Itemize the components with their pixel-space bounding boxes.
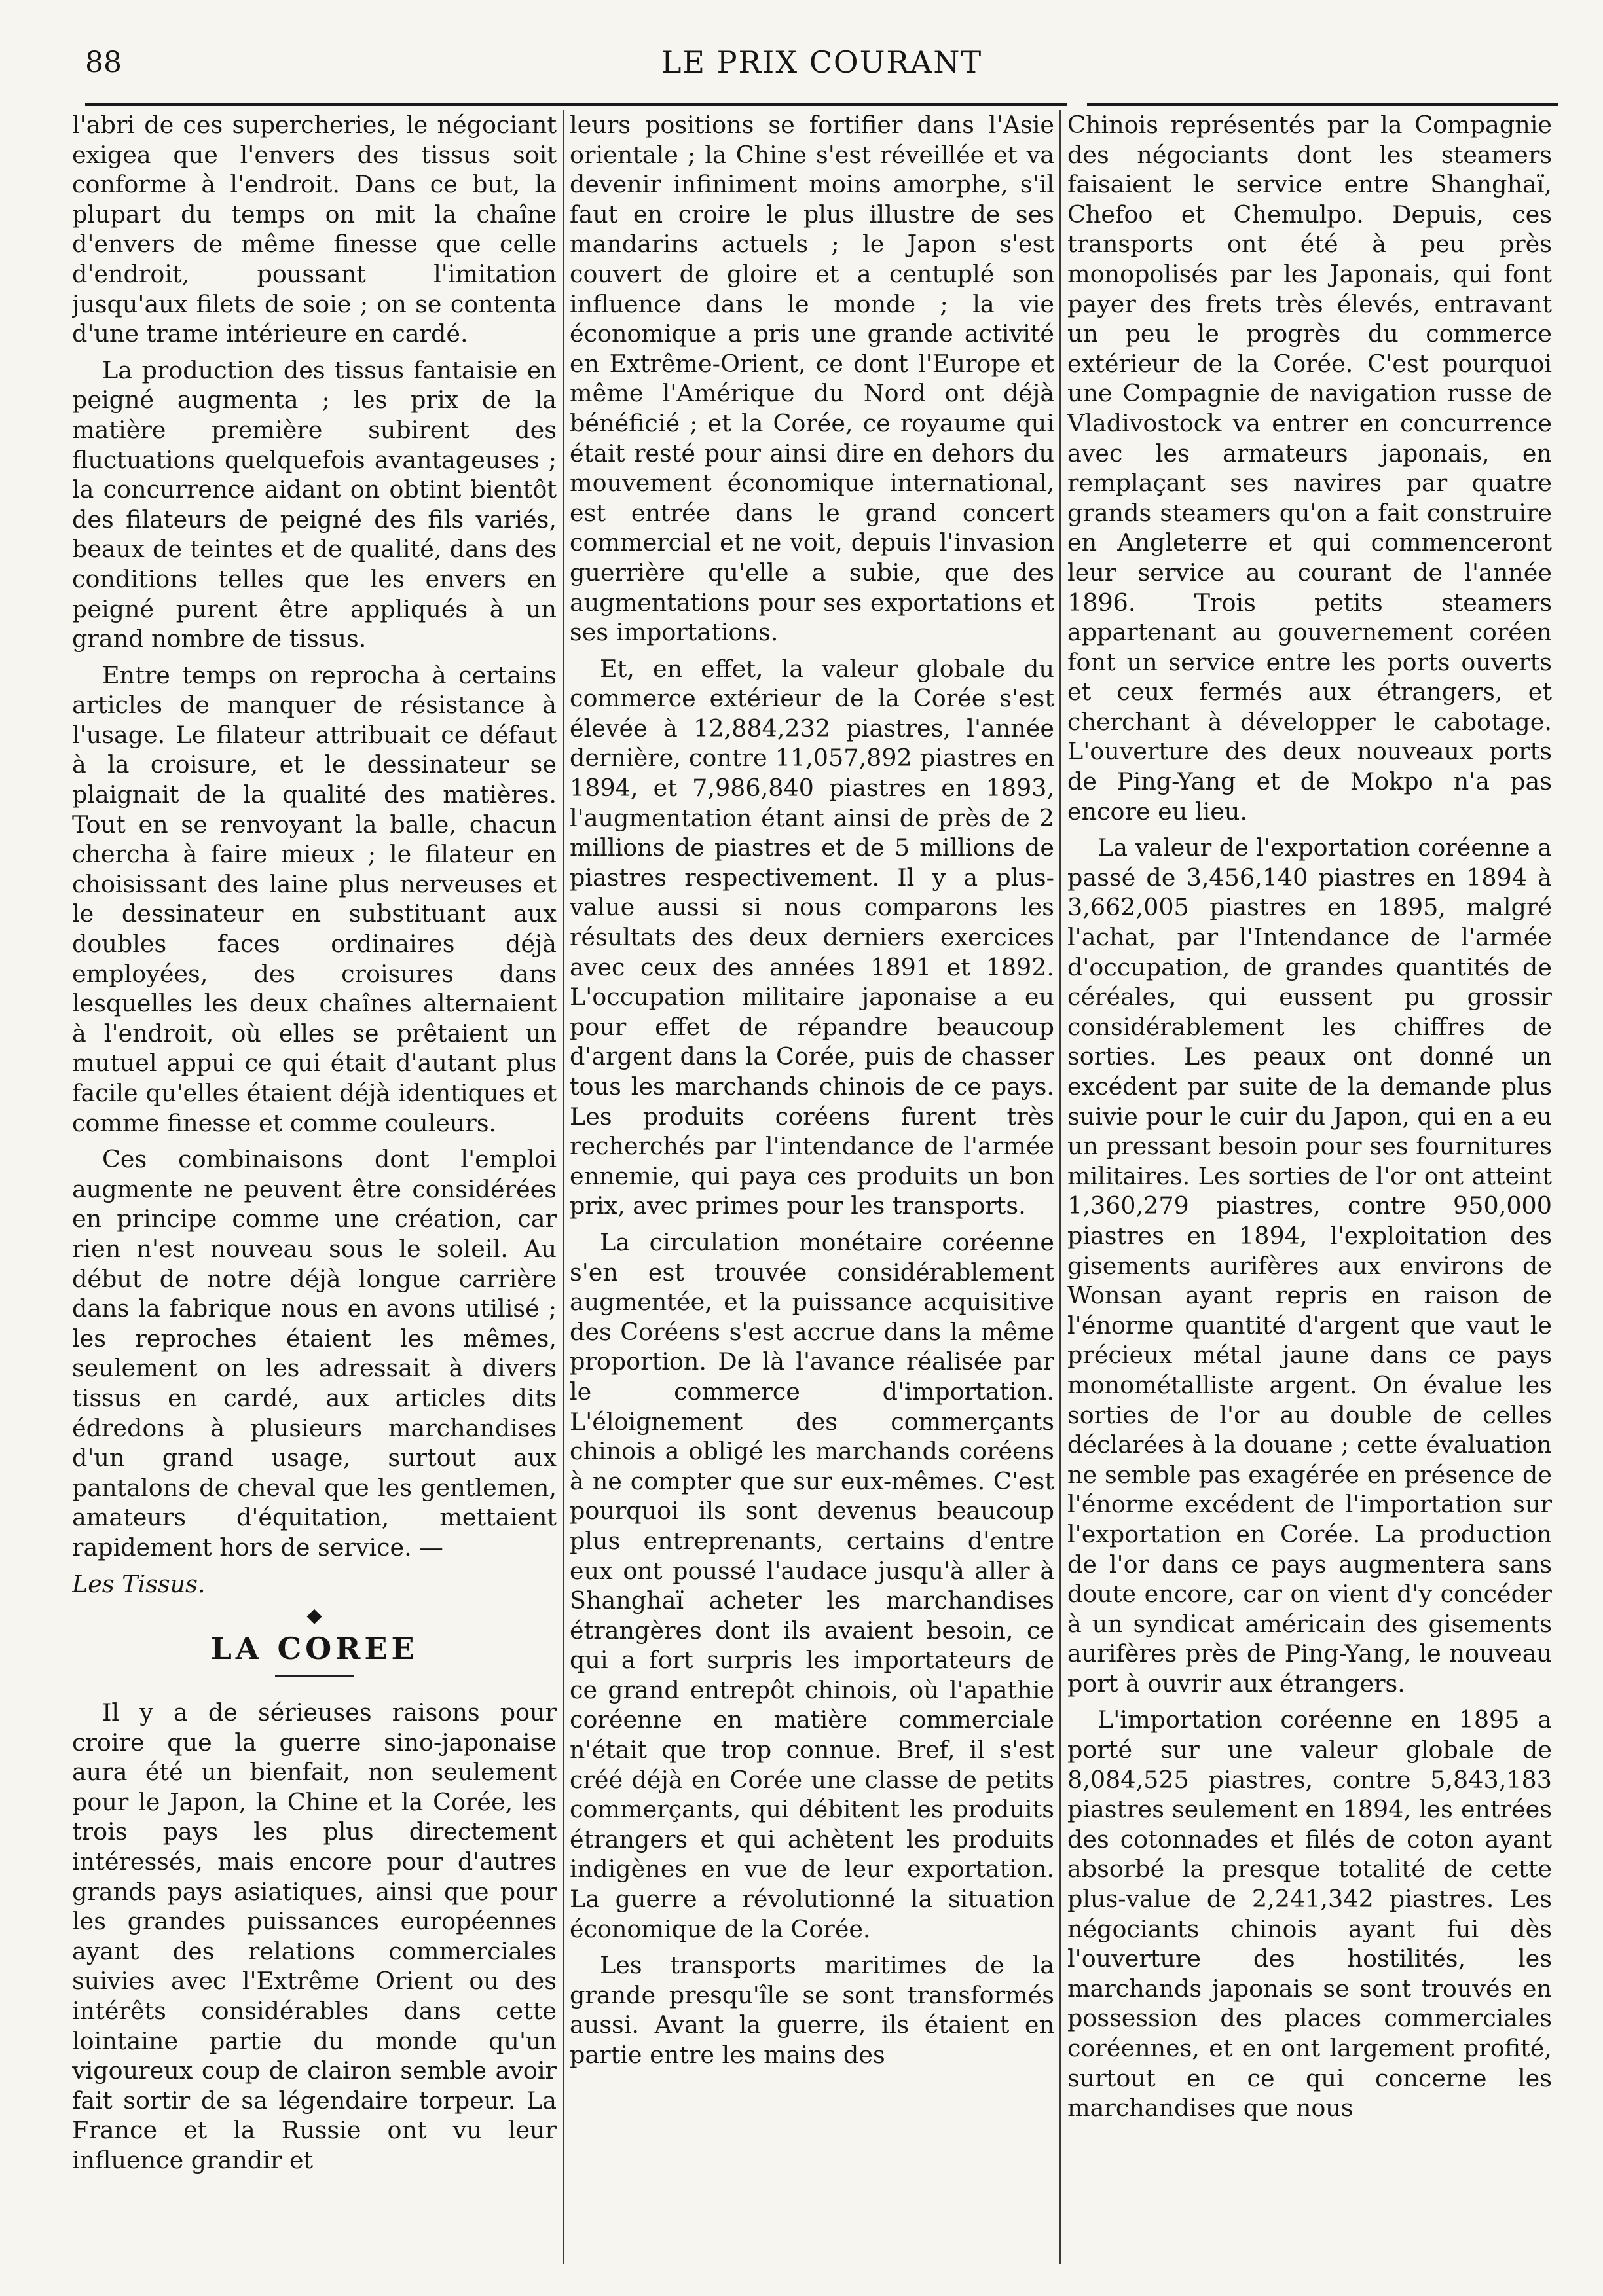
column-3 bbox=[1067, 110, 1552, 2270]
article-source: Les Tissus. bbox=[72, 1569, 206, 1598]
ornament-icon: ◆ bbox=[306, 1604, 322, 1628]
paragraph: La circulation monétaire coréenne s'en est trouvée considérablement augmentée, et la puissance acquisitive des Coréens s'est accrue dans la même proportion. De là l'avance réalisée par le commerce d'importation. L'éloignement des commerçants chinois a obligé les marchands coréens à ne compter que sur eux-mêmes. C'est pourquoi ils sont devenus beaucoup plus entreprenants, certains d'entre eux ont poussé l'audace jusqu'à aller à Shanghaï acheter les marchandises étrangères dont ils avaient besoin, ce qui a fort surpris les importateurs de ce grand entrepôt chinois, où l'apathie coréenne en matière commerciale n'était que trop connue. Bref, il s'est créé déjà en Corée une classe de petits commerçants, qui débitent les produits étrangers et qui achètent les produits indigènes en vue de leur exportation. La guerre a révolutionné la situation économique de la Corée. bbox=[570, 1228, 1054, 1943]
paragraph: Les transports maritimes de la grande presqu'île se sont transformés aussi. Avant la guerre, ils étaient en partie entre les mains des bbox=[570, 1951, 1054, 2069]
paragraph: L'importation coréenne en 1895 a porté sur une valeur globale de 8,084,525 piastres, contre 5,843,183 piastres seulement en 1894, les entrées des cotonnades et filés de coton ayant absorbé la presque totalité de cette plus-value de 2,241,342 piastres. Les négociants chinois ayant fui dès l'ouverture des hostilités, les marchands japonais se sont trouvés en possession des places commerciales coréennes, et en ont largement profité, surtout en ce qui concerne les marchandises que nous bbox=[1067, 1705, 1552, 2123]
header-rule-right bbox=[1087, 103, 1558, 106]
header-rule-left bbox=[85, 103, 1067, 106]
column-2 bbox=[570, 110, 1054, 2270]
title-rule bbox=[275, 1675, 354, 1677]
paragraph: La production des tissus fantaisie en peigné augmenta ; les prix de la matière première subirent des fluctuations quelquefois avantageuses ; la concurrence aidant on obtint bientôt des filateurs de peigné des fils variés, beaux de teintes et de qualité, dans des conditions telles que les envers en peigné purent être appliqués à un grand nombre de tissus. bbox=[72, 355, 557, 653]
page-number: 88 bbox=[85, 46, 122, 79]
section-title: LA COREE bbox=[210, 1631, 418, 1667]
column-1 bbox=[72, 110, 557, 2270]
column-divider-1 bbox=[563, 110, 564, 2264]
paragraph: Chinois représentés par la Compagnie des négociants dont les steamers faisaient le service entre Shanghaï, Chefoo et Chemulpo. Depuis, ces transports ont été à peu près monopolisés par les Japonais, qui font payer des frets très élevés, entravant un peu le progrès du commerce extérieur de la Corée. C'est pourquoi une Compagnie de navigation russe de Vladivostock va entrer en concurrence avec les armateurs japonais, en remplaçant ses navires par quatre grands steamers qu'on a fait construire en Angleterre et qui commenceront leur service au courant de l'année 1896. Trois petits steamers appartenant au gouvernement coréen font un service entre les ports ouverts et ceux fermés aux étrangers, et cherchant à développer le cabotage. L'ouverture des deux nouveaux ports de Ping-Yang et de Mokpo n'a pas encore eu lieu. bbox=[1067, 111, 1552, 826]
page-header bbox=[85, 41, 1558, 86]
paragraph: l'abri de ces supercheries, le négociant exigea que l'envers des tissus soit conforme à l'endroit. Dans ce but, la plupart du temps on mit la chaîne d'envers de même finesse que celle d'endroit, poussant l'imitation jusqu'aux filets de soie ; on se contenta d'une trame intérieure en cardé. bbox=[72, 111, 557, 348]
paragraph: La valeur de l'exportation coréenne a passé de 3,456,140 piastres en 1894 à 3,662,005 piastres en 1895, malgré l'achat, par l'Intendance de l'armée d'occupation, de grandes quantités de céréales, qui eussent pu grossir considérablement les chiffres de sorties. Les peaux ont donné un excédent par suite de la demande plus suivie pour le cuir du Japon, qui en a eu un pressant besoin pour ses fournitures militaires. Les sorties de l'or ont atteint 1,360,279 piastres, contre 950,000 piastres en 1894, l'exploitation des gisements aurifères aux environs de Wonsan ayant repris en raison de l'énorme quantité d'argent que vaut le précieux métal jaune dans ce pays monométalliste argent. On évalue les sorties de l'or au double de celles déclarées à la douane ; cette évaluation ne semble pas exagérée en présence de l'énorme excédent de l'importation sur l'exportation en Corée. La production de l'or dans ce pays augmentera sans doute encore, car on vient d'y concéder à un syndicat américain des gisements aurifères près de Ping-Yang, le nouveau port à ouvrir aux étrangers. bbox=[1067, 833, 1552, 1698]
paragraph: Ces combinaisons dont l'emploi augmente ne peuvent être considérées en principe comme une création, car rien n'est nouveau sous le soleil. Au début de notre déjà longue carrière dans la fabrique nous en avons utilisé ; les reproches étaient les mêmes, seulement on les adressait à divers tissus en cardé, aux articles dits édredons à plusieurs marchandises d'un grand usage, surtout aux pantalons de cheval que les gentlemen, amateurs d'équitation, mettaient rapidement hors de service. — bbox=[72, 1145, 557, 1561]
paragraph: leurs positions se fortifier dans l'Asie orientale ; la Chine s'est réveillée et va devenir infiniment moins amorphe, s'il faut en croire le plus illustre de ses mandarins actuels ; le Japon s'est couvert de gloire et a centuplé son influence dans le monde ; la vie économique a pris une grande activité en Extrême-Orient, ce dont l'Europe et même l'Amérique du Nord ont déjà bénéficié ; et la Corée, ce royaume qui était resté pour ainsi dire en dehors du mouvement économique international, est entrée dans le grand concert commercial et ne voit, depuis l'invasion guerrière qu'elle a subie, que des augmentations pour ses exportations et ses importations. bbox=[570, 111, 1054, 647]
paragraph: Et, en effet, la valeur globale du commerce extérieur de la Corée s'est élevée à 12,884,232 piastres, l'année dernière, contre 11,057,892 piastres en 1894, et 7,986,840 piastres en 1893, l'augmentation étant ainsi de près de 2 millions de piastres et de 5 millions de piastres respectivement. Il y a plus-value aussi si nous comparons les résultats des deux derniers exercices avec ceux des années 1891 et 1892. L'occupation militaire japonaise a eu pour effet de répandre beaucoup d'argent dans la Corée, puis de chasser tous les marchands chinois de ce pays. Les produits coréens furent très recherchés par l'intendance de l'armée ennemie, qui paya ces produits un bon prix, avec primes pour les transports. bbox=[570, 654, 1054, 1220]
running-title: LE PRIX COURANT bbox=[661, 45, 983, 80]
paragraph: Entre temps on reprocha à certains articles de manquer de résistance à l'usage. Le filateur attribuait ce défaut à la croisure, et le dessinateur se plaignait de la qualité des matières. Tout en se renvoyant la balle, chacun chercha à faire mieux ; le filateur en choisissant des laine plus nerveuses et le dessinateur en substituant aux doubles faces ordinaires déjà employées, des croisures dans lesquelles les deux chaînes alternaient à l'endroit, où elles se prêtaient un mutuel appui ce qui était d'autant plus facile qu'elles étaient déjà identiques et comme finesse et comme couleurs. bbox=[72, 661, 557, 1137]
column-divider-2 bbox=[1059, 110, 1061, 2264]
paragraph: Il y a de sérieuses raisons pour croire que la guerre sino-japonaise aura été un bienfait, non seulement pour le Japon, la Chine et la Corée, les trois pays les plus directement intéressés, mais encore pour d'autres grands pays asiatiques, ainsi que pour les grandes puissances européennes ayant des relations commerciales suivies avec l'Extrême Orient ou des intérêts considérables dans cette lointaine partie du monde qu'un vigoureux coup de clairon semble avoir fait sortir de sa légendaire torpeur. La France et la Russie ont vu leur influence grandir et bbox=[72, 1698, 557, 2174]
